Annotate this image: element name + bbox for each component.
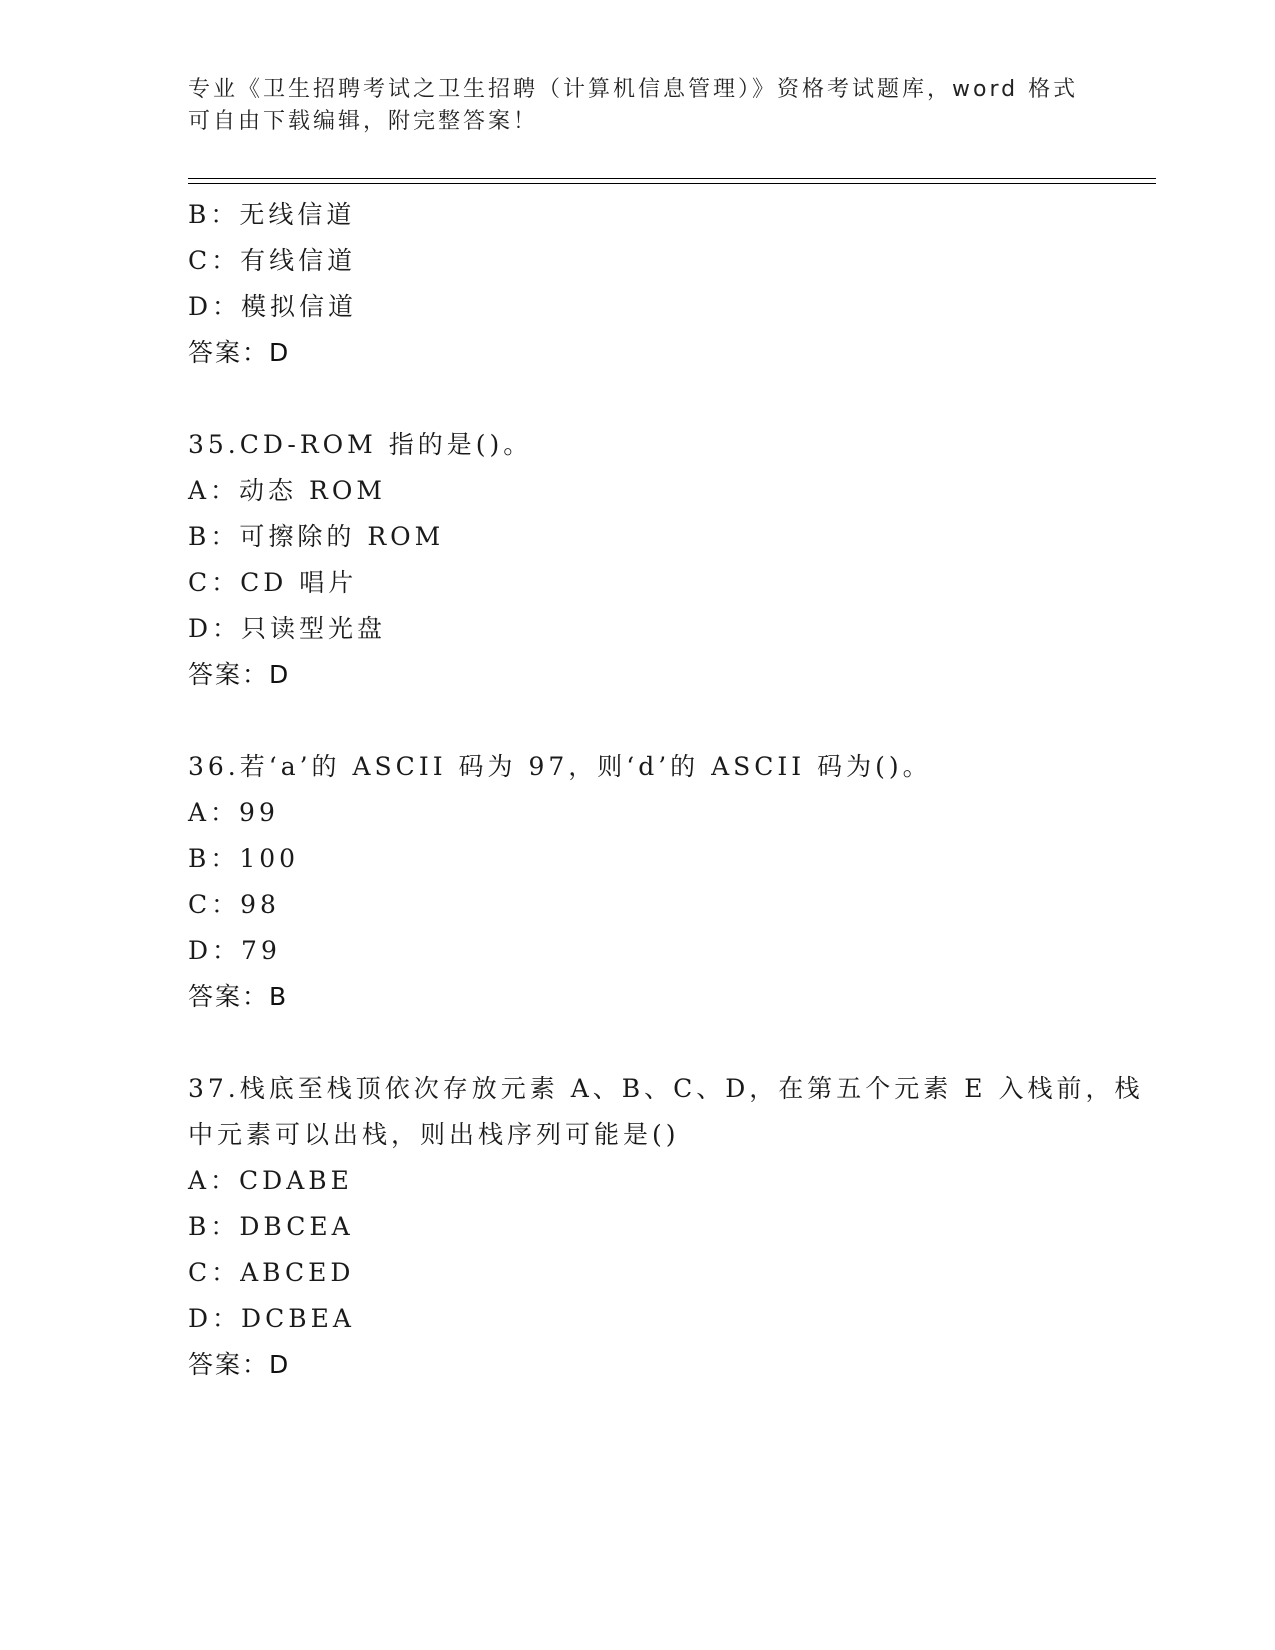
question-list	[188, 192, 1144, 1388]
header-line-2: 可自由下载编辑，附完整答案！	[188, 109, 539, 134]
question-block-36	[188, 744, 1088, 1020]
header-rule-thin	[188, 183, 1156, 184]
option-d: D：只读型光盘	[188, 614, 387, 643]
answer-line: 答案：D	[188, 338, 291, 367]
answer-line: 答案：D	[188, 1350, 291, 1379]
question-text-line-2: 中元素可以出栈，则出栈序列可能是()	[188, 1120, 680, 1149]
option-c: C：ABCED	[188, 1258, 355, 1287]
header-rule-thick	[188, 178, 1156, 179]
spacer	[188, 1020, 1088, 1066]
question-block-35	[188, 422, 1088, 698]
question-block-37	[188, 1066, 1144, 1388]
option-a: A：动态 ROM	[188, 476, 386, 505]
option-a: A：99	[188, 798, 279, 827]
option-b: B：100	[188, 844, 300, 873]
option-b: B：无线信道	[188, 200, 356, 229]
header-line-1: 专业《卫生招聘考试之卫生招聘（计算机信息管理）》资格考试题库，word 格式	[188, 77, 1079, 102]
question-block-34	[188, 192, 1088, 376]
answer-line: 答案：B	[188, 982, 289, 1011]
option-b: B：DBCEA	[188, 1212, 354, 1241]
option-b: B：可擦除的 ROM	[188, 522, 445, 551]
spacer	[188, 698, 1088, 744]
document-header	[188, 74, 1088, 138]
option-d: D：79	[188, 936, 281, 965]
option-d: D：模拟信道	[188, 292, 358, 321]
question-text: 35.CD-ROM 指的是()。	[188, 430, 533, 459]
option-c: C：98	[188, 890, 280, 919]
option-c: C：CD 唱片	[188, 568, 358, 597]
question-text-line-1: 37.栈底至栈顶依次存放元素 A、B、C、D，在第五个元素 E 入栈前，栈	[188, 1074, 1144, 1103]
question-text: 36.若‘a’的 ASCII 码为 97，则‘d’的 ASCII 码为()。	[188, 752, 932, 781]
option-d: D：DCBEA	[188, 1304, 355, 1333]
answer-line: 答案：D	[188, 660, 291, 689]
spacer	[188, 376, 1088, 422]
option-c: C：有线信道	[188, 246, 357, 275]
option-a: A：CDABE	[188, 1166, 353, 1195]
